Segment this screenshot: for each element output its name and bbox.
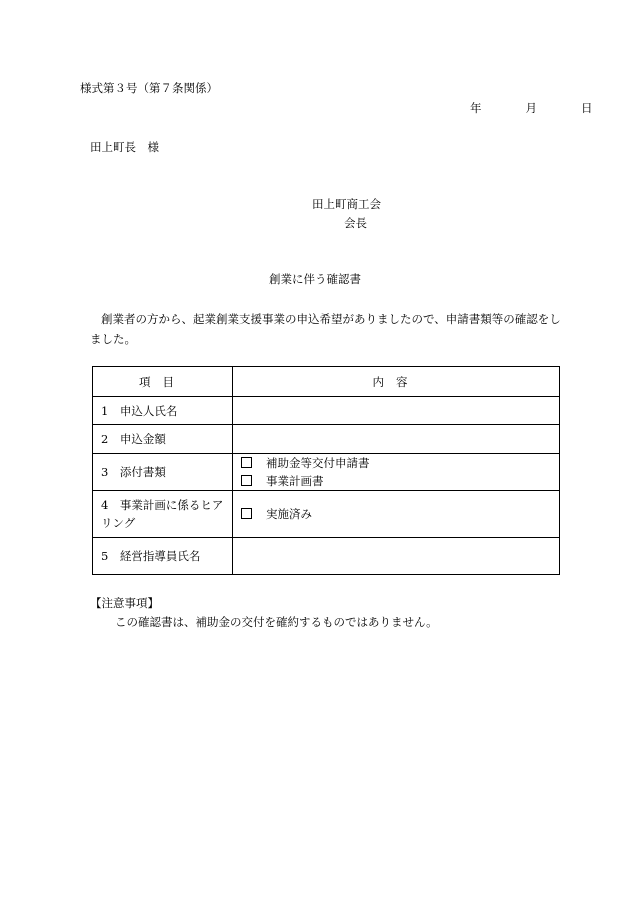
date-year: 年 [470,101,482,115]
date-line [470,101,593,115]
sender-organization: 田上町商工会 [312,197,381,211]
table-row [93,538,560,575]
confirmation-table [92,366,560,575]
row-item-label: 4 事業計画に係るヒアリング [93,491,233,538]
table-row [93,397,560,425]
attachments-cell [233,454,560,491]
checkbox-icon[interactable] [241,475,252,486]
date-day: 日 [581,101,593,115]
hearing-cell [233,491,560,538]
document-title: 創業に伴う確認書 [269,272,361,286]
checkbox-option[interactable]: 事業計画書 [241,472,551,490]
checkbox-option[interactable]: 補助金等交付申請書 [241,454,551,472]
table-row [93,454,560,491]
checkbox-icon[interactable] [241,457,252,468]
row-item-label: 5 経営指導員氏名 [93,538,233,575]
form-number: 様式第３号（第７条関係） [80,81,218,95]
row-item-label: 2 申込金額 [93,425,233,454]
applicant-name-cell[interactable] [233,397,560,425]
notes-text: この確認書は、補助金の交付を確約するものではありません。 [115,615,438,629]
table-row [93,425,560,454]
checkbox-option[interactable]: 実施済み [241,505,551,523]
table-row [93,491,560,538]
row-item-label: 3 添付書類 [93,454,233,491]
body-paragraph: 創業者の方から、起業創業支援事業の申込希望がありましたので、申請書類等の確認をしました。 [90,312,561,346]
date-month: 月 [525,101,537,115]
sender-title: 会長 [344,216,367,230]
header-content: 内容 [233,367,560,397]
addressee: 田上町長 様 [90,140,159,154]
advisor-name-cell[interactable] [233,538,560,575]
application-amount-cell[interactable] [233,425,560,454]
table-header-row [93,367,560,397]
row-item-label: 1 申込人氏名 [93,397,233,425]
header-item: 項目 [93,367,233,397]
checkbox-icon[interactable] [241,508,252,519]
notes-heading: 【注意事項】 [90,596,159,610]
